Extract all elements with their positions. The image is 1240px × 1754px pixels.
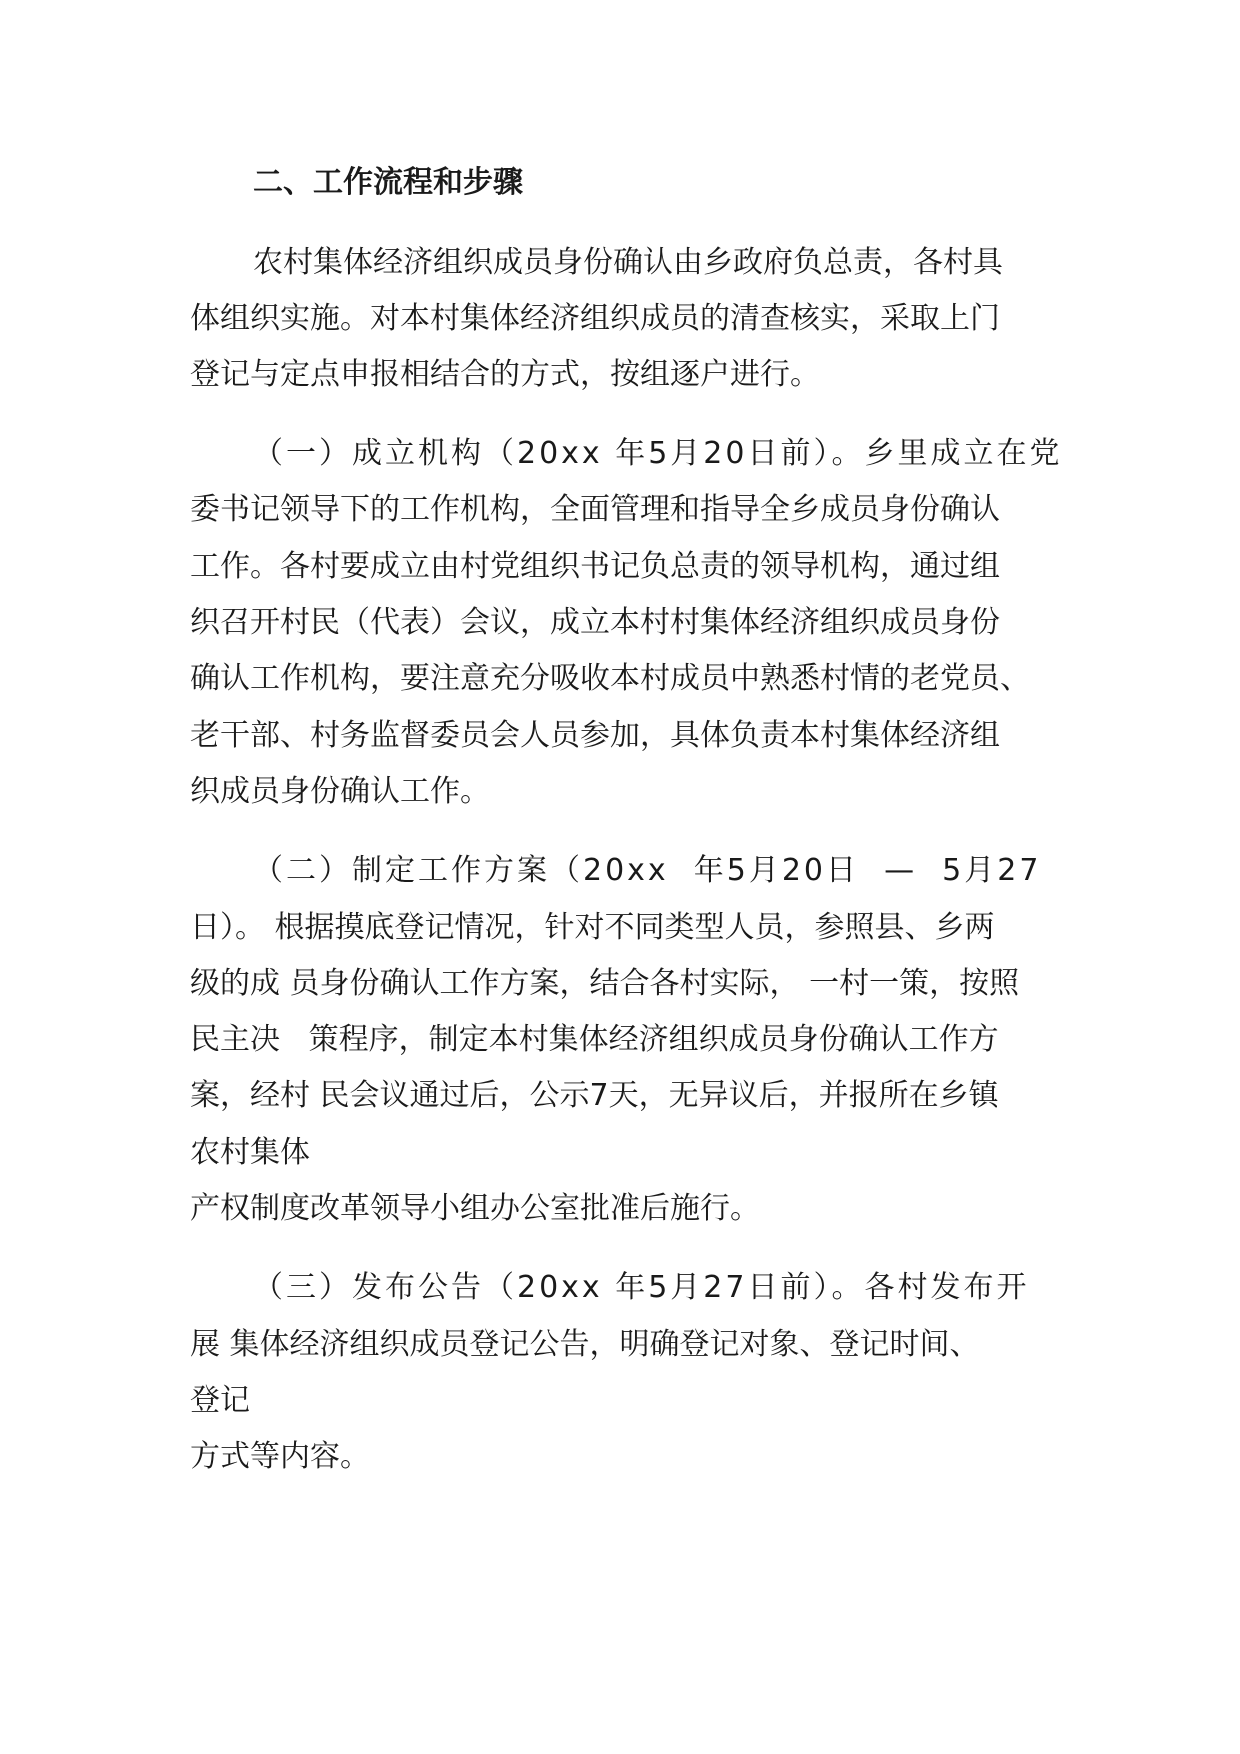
paragraph-4-line-4: 方式等内容。: [190, 1439, 370, 1474]
paragraph-2-line-6: 老干部、村务监督委员会人员参加，具体负责本村集体经济组: [190, 718, 1000, 753]
paragraph-2-line-7: 织成员身份确认工作。: [190, 774, 490, 809]
paragraph-3-line-3: 级的成 员身份确认工作方案，结合各村实际， 一村一策，按照: [190, 966, 1020, 1001]
paragraph-3-line-4: 民主决 策程序，制定本村集体经济组织成员身份确认工作方: [190, 1022, 999, 1057]
paragraph-4-line-1: （三）发布公告（20xx 年5月27日前）。各村发布开: [253, 1270, 1030, 1305]
paragraph-2-line-3: 工作。各村要成立由村党组织书记负总责的领导机构，通过组: [190, 549, 1000, 584]
paragraph-4-line-3: 登记: [190, 1383, 250, 1418]
paragraph-1-line-1: 农村集体经济组织成员身份确认由乡政府负总责，各村具: [253, 245, 1003, 280]
paragraph-2-line-5: 确认工作机构，要注意充分吸收本村成员中熟悉村情的老党员、: [190, 661, 1030, 696]
paragraph-3-line-6: 农村集体: [190, 1135, 310, 1170]
paragraph-3-line-1: （二）制定工作方案（20xx 年5月20日 — 5月27: [253, 853, 1042, 888]
paragraph-2-line-4: 织召开村民（代表）会议，成立本村村集体经济组织成员身份: [190, 605, 1000, 640]
paragraph-3-line-7: 产权制度改革领导小组办公室批准后施行。: [190, 1191, 760, 1226]
paragraph-2-line-1: （一）成立机构（20xx 年5月20日前）。乡里成立在党: [253, 436, 1063, 471]
paragraph-3-line-2: 日）。 根据摸底登记情况，针对不同类型人员，参照县、乡两: [190, 910, 995, 945]
paragraph-2-line-2: 委书记领导下的工作机构，全面管理和指导全乡成员身份确认: [190, 492, 1000, 527]
paragraph-1-line-3: 登记与定点申报相结合的方式，按组逐户进行。: [190, 357, 820, 392]
paragraph-4-line-2: 展 集体经济组织成员登记公告，明确登记对象、登记时间、: [190, 1327, 980, 1362]
section-heading: 二、工作流程和步骤: [253, 165, 523, 200]
paragraph-3-line-5: 案，经村 民会议通过后，公示7天，无异议后，并报所在乡镇: [190, 1078, 999, 1113]
paragraph-1-line-2: 体组织实施。对本村集体经济组织成员的清查核实，采取上门: [190, 301, 1000, 336]
